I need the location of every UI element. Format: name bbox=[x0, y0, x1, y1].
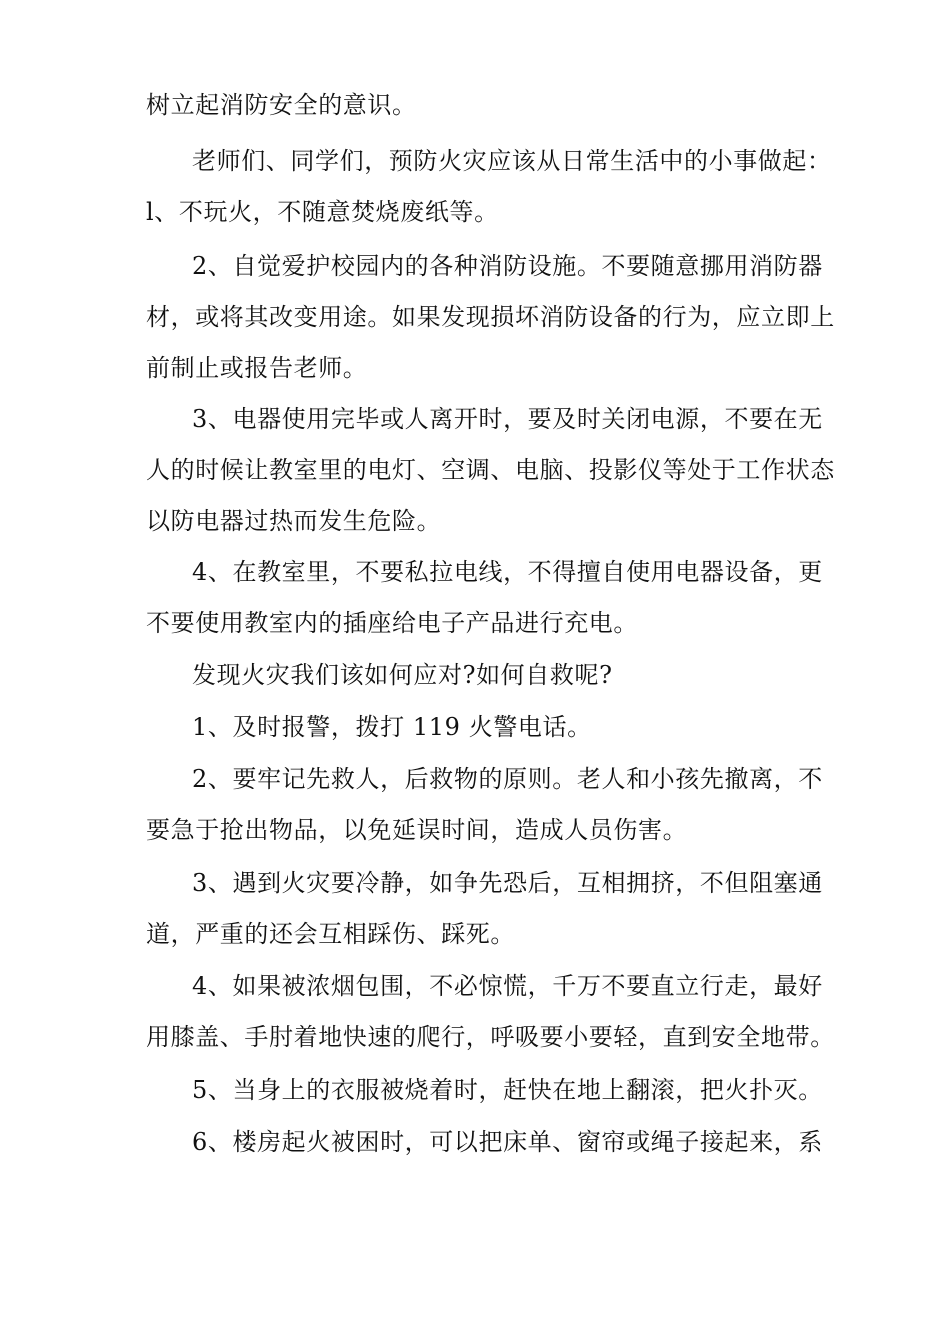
text-line: 要急于抢出物品，以免延误时间，造成人员伤害。 bbox=[146, 816, 688, 844]
text-line: 发现火灾我们该如何应对?如何自救呢? bbox=[192, 661, 613, 689]
text-line: 5、当身上的衣服被烧着时，赶快在地上翻滚，把火扑灭。 bbox=[192, 1076, 823, 1104]
text-line: 用膝盖、手肘着地快速的爬行，呼吸要小要轻，直到安全地带。 bbox=[146, 1023, 835, 1051]
text-line: 3、电器使用完毕或人离开时，要及时关闭电源，不要在无 bbox=[192, 405, 823, 433]
text-line: 道，严重的还会互相踩伤、踩死。 bbox=[146, 920, 515, 948]
text-line: 不要使用教室内的插座给电子产品进行充电。 bbox=[146, 609, 638, 637]
text-line: 树立起消防安全的意识。 bbox=[146, 91, 417, 119]
text-line: 1、及时报警，拨打 119 火警电话。 bbox=[192, 713, 592, 741]
text-line: 4、如果被浓烟包围，不必惊慌，千万不要直立行走，最好 bbox=[192, 972, 823, 1000]
text-line: 人的时候让教室里的电灯、空调、电脑、投影仪等处于工作状态 bbox=[146, 456, 835, 484]
text-line: 以防电器过热而发生危险。 bbox=[146, 507, 442, 535]
text-line: 2、自觉爱护校园内的各种消防设施。不要随意挪用消防器 bbox=[192, 252, 823, 280]
text-line: 6、楼房起火被困时，可以把床单、窗帘或绳子接起来，系 bbox=[192, 1128, 823, 1156]
text-line: 老师们、同学们，预防火灾应该从日常生活中的小事做起： bbox=[192, 147, 832, 175]
text-line: 前制止或报告老师。 bbox=[146, 354, 368, 382]
text-line: 2、要牢记先救人，后救物的原则。老人和小孩先撤离，不 bbox=[192, 765, 823, 793]
text-line: 材，或将其改变用途。如果发现损坏消防设备的行为，应立即上 bbox=[146, 303, 835, 331]
text-line: 3、遇到火灾要冷静，如争先恐后，互相拥挤，不但阻塞通 bbox=[192, 869, 823, 897]
text-line: 4、在教室里，不要私拉电线，不得擅自使用电器设备，更 bbox=[192, 558, 823, 586]
text-line: l、不玩火，不随意焚烧废纸等。 bbox=[146, 198, 499, 226]
